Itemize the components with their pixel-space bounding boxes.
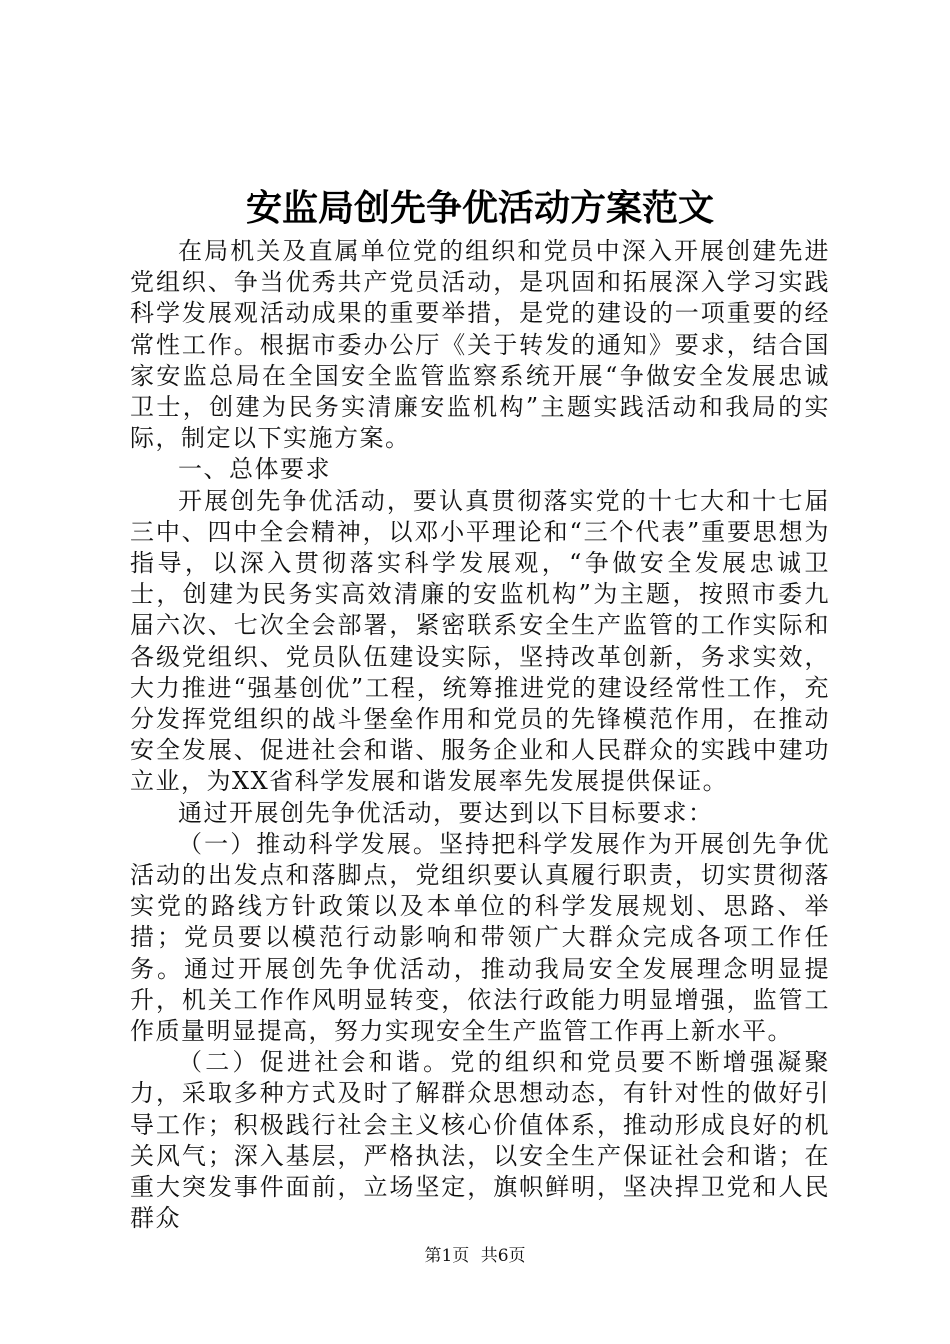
paragraph-goal-social-harmony: （二）促进社会和谐。党的组织和党员要不断增强凝聚力，采取多种方式及时了解群众思想动态，有针对性的做好引导工作；积极践行社会主义核心价值体系，推动形成良好的机关风气；深入基层，严格执法，以安全生产保证社会和谐；在重大突发事件面前，立场坚定，旗帜鲜明，坚决捍卫党和人民群众 bbox=[130, 1048, 830, 1233]
paragraph-intro: 在局机关及直属单位党的组织和党员中深入开展创建先进党组织、争当优秀共产党员活动，是巩固和拓展深入学习实践科学发展观活动成果的重要举措，是党的建设的一项重要的经常性工作。根据市委办公厅《关于转发的通知》要求，结合国家安监总局在全国安全监管监察系统开展“争做安全发展忠诚卫士，创建为民务实清廉安监机构”主题实践活动和我局的实际，制定以下实施方案。 bbox=[130, 237, 830, 453]
document-body bbox=[130, 236, 830, 1235]
paragraph-goal-scientific-development: （一）推动科学发展。坚持把科学发展作为开展创先争优活动的出发点和落脚点，党组织要认真履行职责，切实贯彻落实党的路线方针政策以及本单位的科学发展规划、思路、举措；党员要以模范行动影响和带领广大群众完成各项工作任务。通过开展创先争优活动，推动我局安全发展理念明显提升，机关工作作风明显转变，依法行政能力明显增强，监管工作质量明显提高，努力实现安全生产监管工作再上新水平。 bbox=[130, 829, 830, 1046]
paragraph-general-requirements: 开展创先争优活动，要认真贯彻落实党的十七大和十七届三中、四中全会精神，以邓小平理论和“三个代表”重要思想为指导，以深入贯彻落实科学发展观，“争做安全发展忠诚卫士，创建为民务实高效清廉的安监机构”为主题，按照市委九届六次、七次全会部署，紧密联系安全生产监管的工作实际和各级党组织、党员队伍建设实际，坚持改革创新，务求实效，大力推进“强基创优”工程，统筹推进党的建设经常性工作，充分发挥党组织的战斗堡垒作用和党员的先锋模范作用，在推动安全发展、促进社会和谐、服务企业和人民群众的实践中建功立业，为XX省科学发展和谐发展率先发展提供保证。 bbox=[130, 486, 830, 796]
page-number-total: 共6页 bbox=[480, 1246, 526, 1266]
page-number-current: 第1页 bbox=[424, 1246, 470, 1266]
page-footer bbox=[0, 1244, 950, 1268]
section-heading-general-requirements: 一、总体要求 bbox=[178, 455, 331, 484]
paragraph-goals-intro: 通过开展创先争优活动，要达到以下目标要求： bbox=[178, 798, 714, 827]
document-title: 安监局创先争优活动方案范文 bbox=[245, 187, 714, 229]
